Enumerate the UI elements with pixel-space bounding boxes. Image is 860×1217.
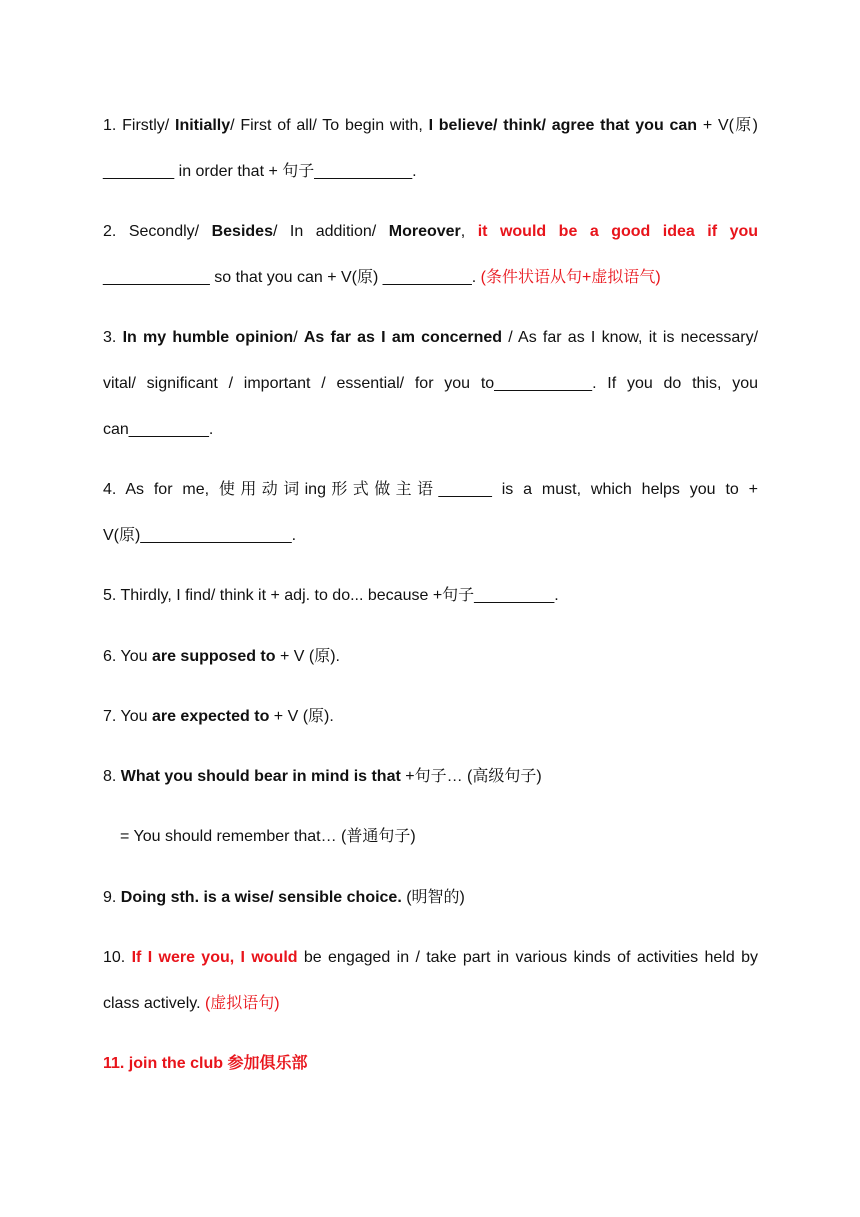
text-segment: + V(原) ________ in order that + 句子___________.: [103, 117, 758, 180]
text-segment: + V (原).: [269, 708, 334, 725]
text-segment: are supposed to: [151, 648, 276, 665]
text-segment: In my humble opinion: [122, 329, 294, 346]
text-segment: Besides: [211, 223, 273, 240]
item-9: [103, 888, 758, 908]
item-5: [103, 586, 758, 606]
item-11: [103, 1054, 758, 1074]
text-segment: / As far as I know, it is necessary/ vital/ significant / important / essential/ for you to___________. If you do this, you can_________.: [103, 329, 759, 438]
text-segment: /: [293, 329, 304, 346]
item-4: [103, 467, 758, 559]
text-segment: 2. Secondly/: [103, 223, 212, 240]
text-segment: 10.: [103, 949, 132, 966]
text-segment: Initially: [175, 117, 231, 134]
text-segment: 3.: [103, 329, 123, 346]
text-segment: ____________ so that you can + V(原) __________.: [103, 269, 481, 286]
text-segment: I believe/ think/ agree that you can: [428, 117, 698, 134]
text-segment: (虚拟语句): [204, 995, 280, 1012]
text-segment: 4. As for me, 使用动词ing形式做主语______ is a must, which helps you to + V(原)_________________.: [103, 481, 758, 544]
text-segment: Moreover: [388, 223, 461, 240]
text-segment: + V (原).: [275, 648, 340, 665]
item-10: [103, 935, 758, 1027]
text-segment: it would be a good idea if you: [477, 223, 759, 240]
item-6: [103, 647, 758, 667]
text-segment: What you should bear in mind is that: [120, 768, 401, 785]
item-8: [103, 767, 758, 787]
item-7: [103, 707, 758, 727]
text-segment: / First of all/ To begin with,: [230, 117, 429, 134]
text-segment: 9.: [103, 889, 121, 906]
text-segment: are expected to: [151, 708, 270, 725]
text-segment: (明智的): [401, 889, 465, 906]
text-segment: +句子… (高级句子): [400, 768, 542, 785]
text-segment: 6. You: [103, 648, 152, 665]
item-3: [103, 315, 758, 453]
text-segment: = You should remember that… (普通句子): [120, 828, 416, 845]
text-segment: 8.: [103, 768, 121, 785]
item-8-note: [120, 827, 775, 847]
text-segment: 7. You: [103, 708, 152, 725]
text-segment: (条件状语从句+虚拟语气): [480, 269, 661, 286]
item-2: [103, 209, 758, 301]
text-segment: If I were you, I would: [131, 949, 298, 966]
text-segment: 1. Firstly/: [103, 117, 175, 134]
text-segment: 11. join the club 参加俱乐部: [103, 1055, 308, 1072]
text-segment: Doing sth. is a wise/ sensible choice.: [120, 889, 402, 906]
text-segment: 5. Thirdly, I find/ think it + adj. to do... because +句子_________.: [103, 587, 559, 604]
text-segment: As far as I am concerned: [303, 329, 503, 346]
text-segment: ,: [460, 223, 478, 240]
text-segment: be engaged in / take part in various kinds of activities held by class actively.: [103, 949, 759, 1012]
text-segment: / In addition/: [272, 223, 389, 240]
item-1: [103, 103, 758, 195]
